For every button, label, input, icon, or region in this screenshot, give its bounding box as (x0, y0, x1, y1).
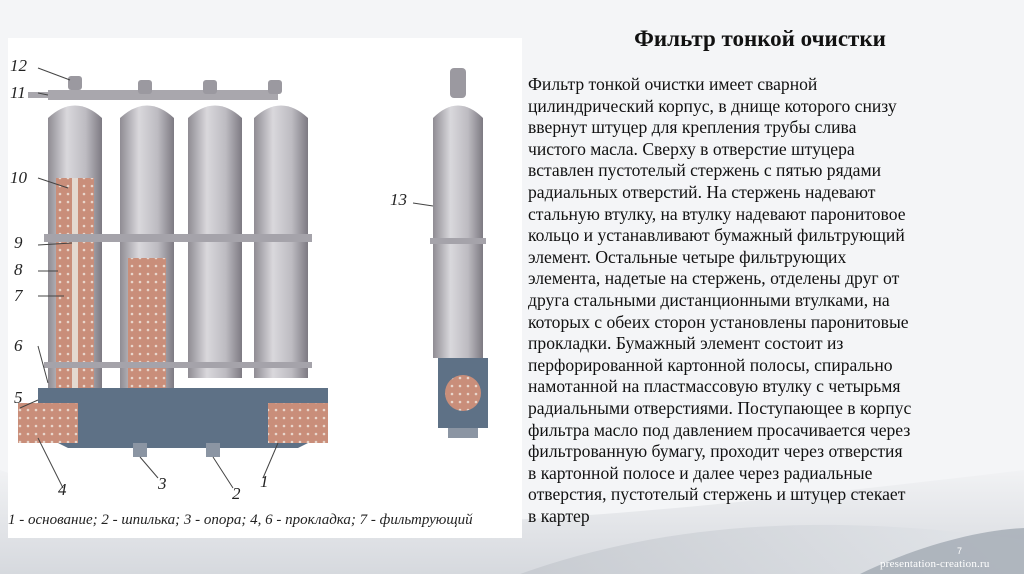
label-3: 3 (158, 474, 167, 493)
site-watermark: presentation-creation.ru (880, 558, 990, 570)
body-line: вставлен пустотелый стержень с пятью рядами (528, 160, 882, 181)
body-line: элемент. Остальные четыре фильтрующих (528, 246, 847, 267)
label-12: 12 (10, 56, 27, 75)
slide-body-text (528, 74, 998, 527)
slide-title: Фильтр тонкой очистки (634, 26, 886, 51)
body-line: стальную втулку, на втулку надевают паронитовое (528, 203, 906, 224)
body-line: которых с обеих сторон установлены паронитовые (528, 311, 909, 332)
label-11: 11 (10, 83, 26, 102)
label-9: 9 (14, 233, 23, 252)
body-line: ввернут штуцер для крепления трубы слива (528, 117, 857, 138)
filter-illustration-panel (8, 38, 522, 538)
figure-caption: 1 - основание; 2 - шпилька; 3 - опора; 4, 6 - прокладка; 7 - фильтрующий (8, 512, 473, 528)
body-line: прокладки. Бумажный элемент состоит из (528, 333, 844, 354)
label-2: 2 (232, 484, 241, 503)
body-line: чистого масла. Сверху в отверстие штуцера (528, 138, 855, 159)
body-line: перфорированной картонной полосы, спирально (528, 354, 893, 375)
page-number: 7 (957, 546, 963, 556)
body-line: радиальных отверстий. На стержень надевают (528, 181, 876, 202)
label-7: 7 (14, 286, 23, 305)
body-line: намотанной на пластмассовую втулку с четырьмя (528, 376, 901, 397)
body-line: радиальными отверстиями. Поступающее в корпус (528, 397, 912, 418)
label-13: 13 (390, 190, 407, 209)
body-line: фильтра масло под давлением просачивается через (528, 419, 911, 440)
body-line: элемента, надетые на стержень, отделены друг от (528, 268, 900, 289)
label-6: 6 (14, 336, 23, 355)
body-line: цилиндрический корпус, в днище которого снизу (528, 95, 897, 116)
label-4: 4 (58, 480, 67, 499)
filter-illustration (8, 38, 522, 538)
body-line: кольцо и устанавливают бумажный фильтрующий (528, 225, 905, 246)
body-line: в картер (528, 505, 590, 526)
label-1: 1 (260, 472, 269, 491)
label-10: 10 (10, 168, 27, 187)
body-line: Фильтр тонкой очистки имеет сварной (528, 74, 818, 94)
label-5: 5 (14, 388, 23, 407)
body-line: фильтрованную бумагу, проходит через отверстия (528, 441, 903, 462)
body-line: друга стальными дистанционными втулками, на (528, 289, 890, 310)
body-line: отверстия, пустотелый стержень и штуцер стекает (528, 484, 906, 505)
body-line: в картонной полосе и далее через радиальные (528, 462, 873, 483)
label-8: 8 (14, 260, 23, 279)
